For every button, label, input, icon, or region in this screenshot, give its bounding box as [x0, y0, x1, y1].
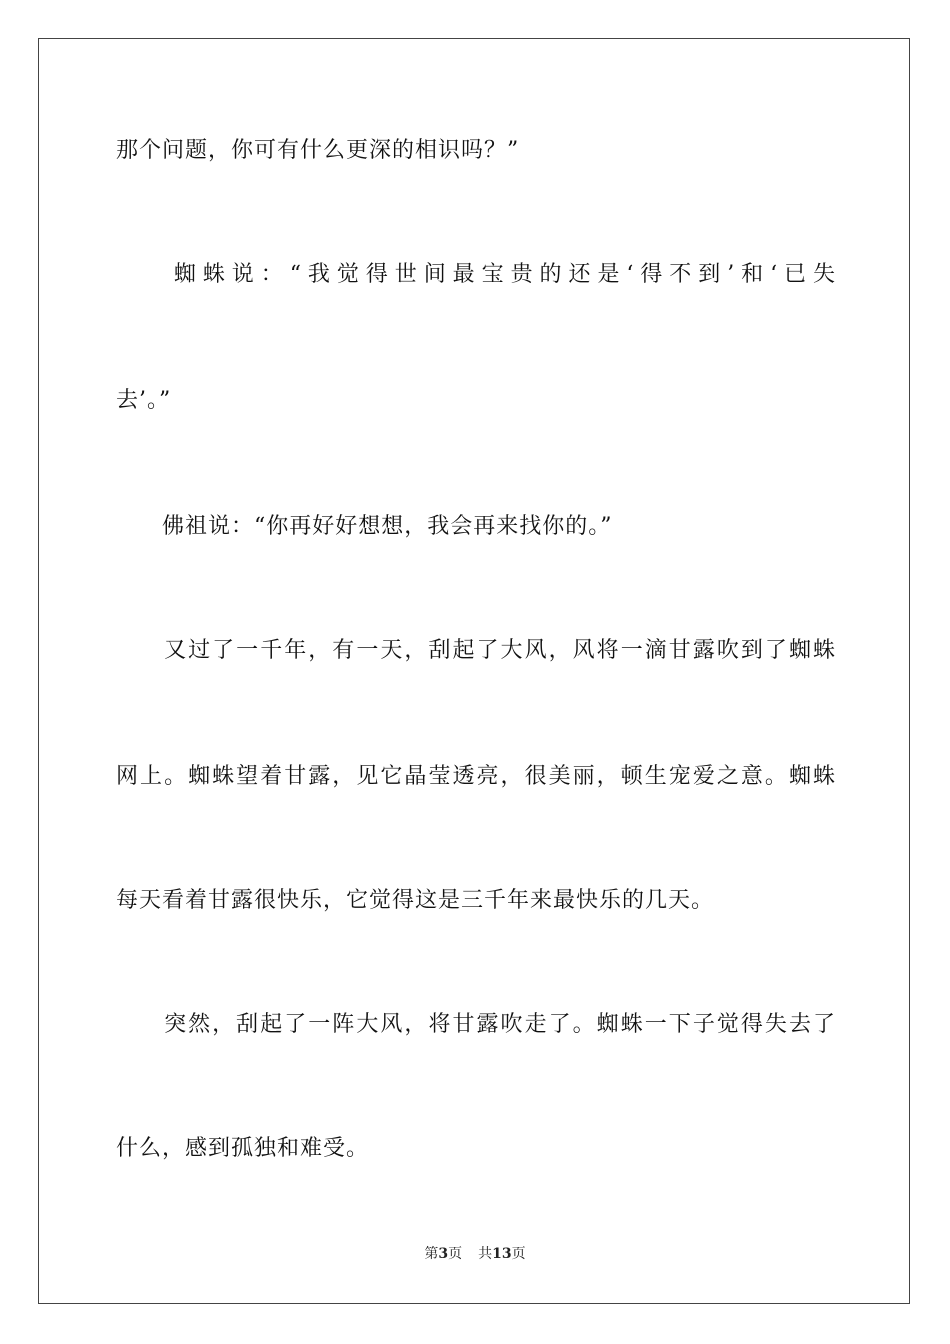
text-line-4: 佛祖说：“你再好好想想，我会再来找你的。”: [116, 514, 613, 539]
text-line-5: 又过了一千年，有一天，刮起了大风，风将一滴甘露吹到了蜘蛛: [116, 638, 836, 663]
total-suffix: 页: [511, 1246, 526, 1262]
text-line-7: 每天看着甘露很快乐，它觉得这是三千年来最快乐的几天。: [116, 888, 715, 913]
text-line-8: 突然，刮起了一阵大风，将甘露吹走了。蜘蛛一下子觉得失去了: [116, 1012, 836, 1037]
text-line-1: 那个问题，你可有什么更深的相识吗？”: [116, 138, 520, 163]
total-prefix: 共: [478, 1246, 493, 1262]
page-number: 3: [438, 1246, 449, 1262]
page-border: [38, 38, 910, 1304]
text-line-3: 去’。”: [116, 388, 172, 413]
text-line-2: 蜘蛛说：“我觉得世间最宝贵的还是‘得不到’和‘已失: [116, 262, 836, 287]
total-pages: 13: [492, 1246, 512, 1262]
page-suffix: 页: [448, 1246, 463, 1262]
page-footer: [0, 1244, 950, 1264]
page-prefix: 第: [424, 1246, 439, 1262]
text-line-9: 什么，感到孤独和难受。: [116, 1136, 370, 1161]
text-line-6: 网上。蜘蛛望着甘露，见它晶莹透亮，很美丽，顿生宠爱之意。蜘蛛: [116, 764, 836, 789]
